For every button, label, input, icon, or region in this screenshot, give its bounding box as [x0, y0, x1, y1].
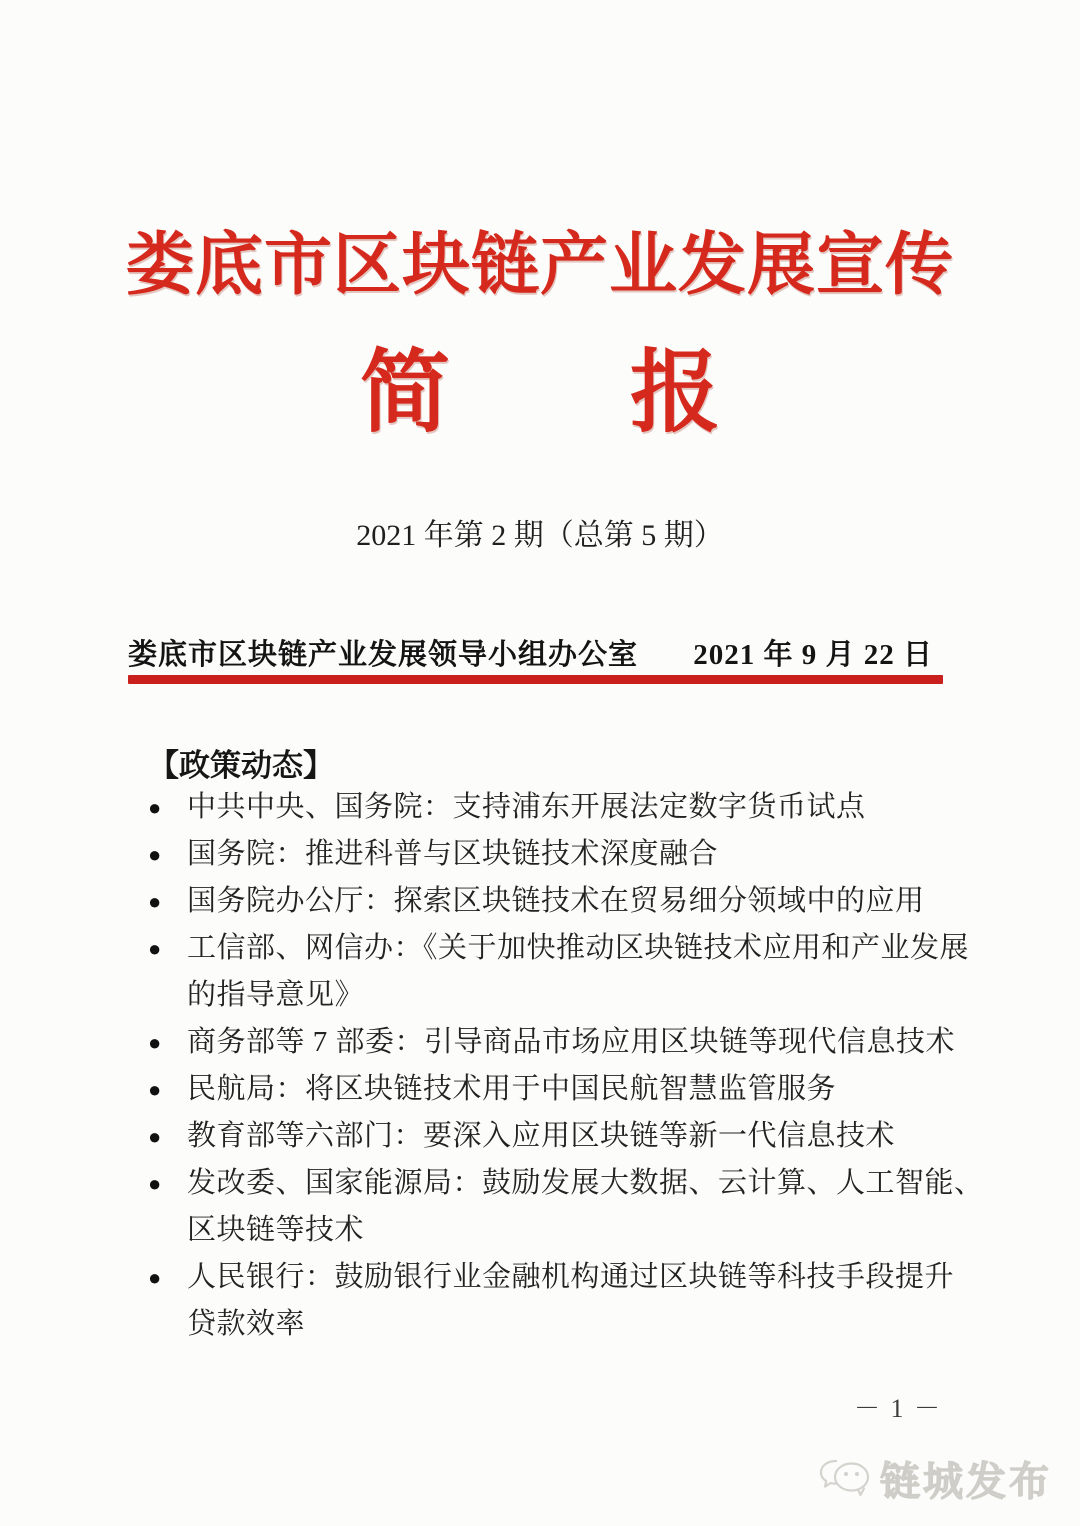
policy-list-item [148, 1066, 960, 1113]
masthead [128, 632, 943, 673]
masthead-divider-rule [128, 675, 943, 684]
policy-list-item [148, 1113, 960, 1160]
policy-item-text [187, 831, 960, 878]
policy-item-text [187, 784, 960, 831]
policy-item-line: 人民银行：鼓励银行业金融机构通过区块链等科技手段提升 [187, 1261, 955, 1293]
policy-item-text [187, 1019, 960, 1066]
policy-list-item [148, 784, 960, 831]
policy-list-item [148, 1160, 984, 1254]
policy-item-line: 教育部等六部门：要深入应用区块链等新一代信息技术 [187, 1120, 896, 1152]
issue-number-line: 2021 年第 2 期（总第 5 期） [356, 519, 724, 552]
issue-date: 2021 年 9 月 22 日 [693, 639, 933, 671]
bullet-dot-icon: ● [148, 795, 162, 820]
policy-list-item [148, 831, 960, 878]
policy-item-line: 的指导意见》 [187, 979, 365, 1011]
policy-item-line: 贷款效率 [187, 1308, 306, 1340]
bulletin-title-line2: 简 报 [360, 344, 720, 443]
bullet-dot-icon: ● [148, 842, 162, 867]
policy-item-line: 国务院办公厅：探索区块链技术在贸易细分领域中的应用 [187, 885, 925, 917]
policy-item-text [187, 1066, 960, 1113]
page-number: － 1 － [853, 1394, 942, 1423]
policy-list-item [148, 1019, 960, 1066]
wechat-bubbles-icon [818, 1453, 874, 1504]
policy-item-line: 工信部、网信办：《关于加快推动区块链技术应用和产业发展 [187, 932, 970, 964]
policy-item-text [187, 878, 960, 925]
watermark-label: 链城发布 [880, 1460, 1052, 1504]
bullet-dot-icon: ● [148, 936, 162, 961]
watermark [818, 1450, 1052, 1507]
policy-item-text [187, 1254, 960, 1348]
bulletin-title-line1: 娄底市区块链产业发展宣传 [125, 227, 954, 303]
policy-item-text [187, 925, 969, 1019]
policy-item-line: 国务院：推进科普与区块链技术深度融合 [187, 838, 719, 870]
policy-item-line: 发改委、国家能源局：鼓励发展大数据、云计算、人工智能、 [187, 1167, 984, 1199]
bullet-dot-icon: ● [148, 1124, 162, 1149]
bullet-dot-icon: ● [148, 1265, 162, 1290]
bullet-dot-icon: ● [148, 1077, 162, 1102]
issuing-office: 娄底市区块链产业发展领导小组办公室 [128, 639, 639, 671]
policy-item-line: 中共中央、国务院：支持浦东开展法定数字货币试点 [187, 791, 866, 823]
bullet-dot-icon: ● [148, 1171, 162, 1196]
policy-list-item [148, 925, 970, 1019]
policy-item-text [187, 1113, 960, 1160]
bullet-dot-icon: ● [148, 889, 162, 914]
policy-item-text [187, 1160, 984, 1254]
policy-item-line: 商务部等 7 部委：引导商品市场应用区块链等现代信息技术 [187, 1026, 956, 1058]
section-header-policy-news: 【政策动态】 [148, 748, 334, 783]
policy-item-line: 民航局：将区块链技术用于中国民航智慧监管服务 [187, 1073, 837, 1105]
policy-list-item [148, 878, 960, 925]
policy-news-list [148, 784, 984, 1348]
bullet-dot-icon: ● [148, 1030, 162, 1055]
policy-list-item [148, 1254, 960, 1348]
policy-item-line: 区块链等技术 [187, 1214, 365, 1246]
